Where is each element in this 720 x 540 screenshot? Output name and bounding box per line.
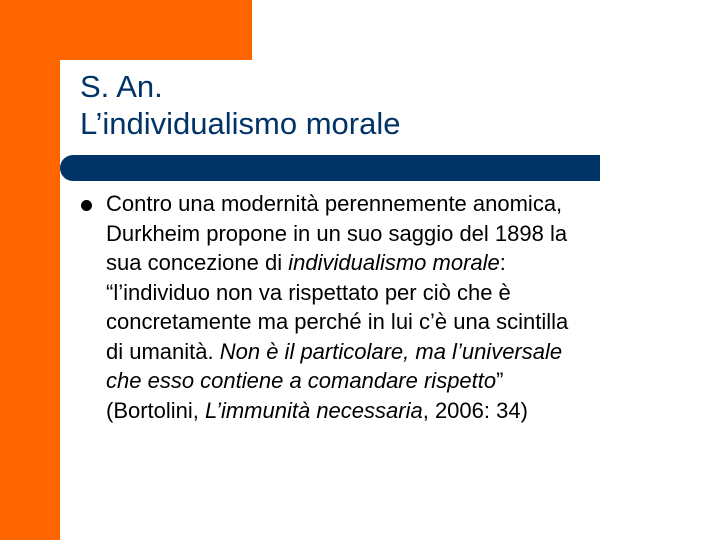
bullet-line-7-b: ” bbox=[496, 368, 504, 393]
bullet-line-6-italic: Non è il particolare, ma l’universale bbox=[219, 338, 563, 364]
orange-side-stripe bbox=[0, 0, 60, 540]
bullet-line-8-italic: L’immunità necessaria bbox=[205, 397, 423, 423]
bullet-line-8 bbox=[106, 396, 706, 426]
bullet-line-1: Contro una modernità perennemente anomica, bbox=[106, 191, 563, 216]
bullet-line-6-a: di umanità. bbox=[106, 338, 220, 364]
bullet-line-3-a: sua concezione di bbox=[106, 250, 289, 275]
bullet-line-8-a: (Bortolini, bbox=[106, 397, 206, 423]
bullet-line-6 bbox=[106, 337, 706, 367]
bullet-line-8-c: , 2006: 34) bbox=[422, 397, 528, 423]
bullet-line-3 bbox=[106, 248, 706, 278]
bullet-line-3-c: : bbox=[499, 250, 506, 275]
bullet-line-3-italic: individualismo morale bbox=[288, 250, 500, 275]
slide-title bbox=[80, 68, 700, 142]
title-line-2: L’individualismo morale bbox=[80, 106, 401, 141]
bullet-line-2: Durkheim propone in un suo saggio del 1898 la bbox=[106, 220, 568, 246]
bullet-line-4: “l’individuo non va rispettato per ciò che è bbox=[106, 279, 511, 305]
bullet-text bbox=[106, 189, 706, 425]
bullet-icon bbox=[81, 200, 92, 211]
bullet-line-7-italic: che esso contiene a comandare rispetto bbox=[106, 368, 497, 393]
title-line-1: S. An. bbox=[80, 69, 163, 104]
bullet-line-5: concretamente ma perché in lui c’è una scintilla bbox=[106, 309, 569, 334]
bullet-line-7 bbox=[106, 366, 706, 396]
title-divider-bar bbox=[60, 155, 600, 181]
orange-top-block bbox=[0, 0, 252, 60]
